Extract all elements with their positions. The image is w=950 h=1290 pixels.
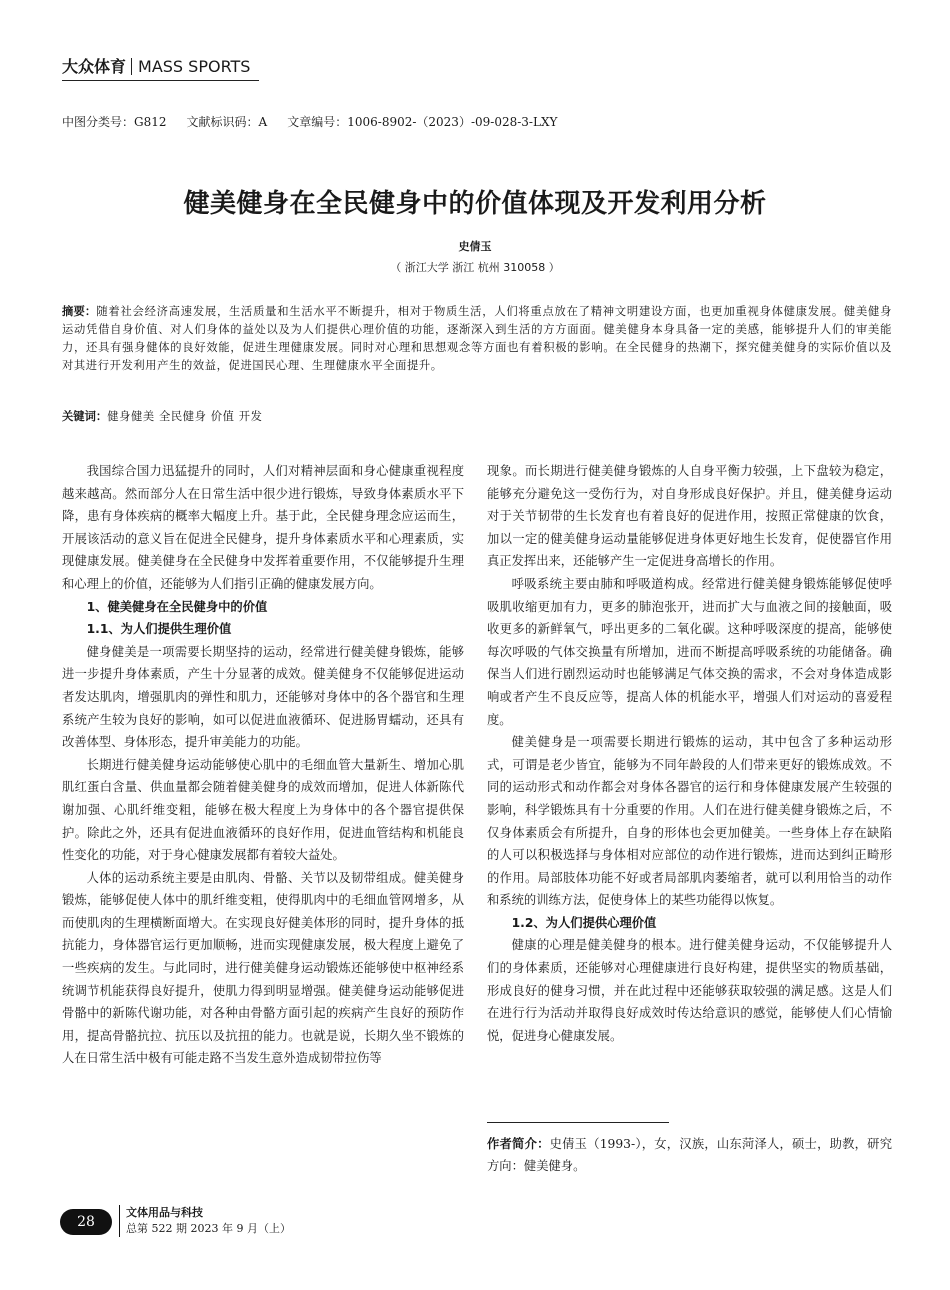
paper-title: 健美健身在全民健身中的价值体现及开发利用分析: [183, 189, 767, 219]
author-name: 史倩玉: [458, 240, 492, 253]
section-heading: 1、健美健身在全民健身中的价值: [86, 599, 268, 614]
footnote-label: 作者简介：: [487, 1137, 550, 1151]
paragraph: 人体的运动系统主要是由肌肉、骨骼、关节以及韧带组成。健美健身锻炼，能够促使人体中的肌纤维变粗，使得肌肉中的毛细血管网增多，从而使肌肉的生理横断面增大。在实现良好健美体形的同时，提升身体的抵抗能力，身体器官运行更加顺畅，进而实现健康发展，极大程度上避免了一些疾病的发生。与此同时，进行健美健身运动锻炼还能够使中枢神经系统调节机能获得良好提升，使肌力得到明显增强。健美健身运动能够促进骨骼中的新陈代谢功能，对各种由骨骼方面引起的疾病产生良好的预防作用，提高骨骼抗拉、抗压以及抗扭的能力。也就是说，长期久坐不锻炼的人在日常生活中极有可能走路不当发生意外造成韧带拉伤等: [62, 870, 464, 1066]
doc-code-value: A: [258, 115, 268, 129]
article-number-value: 1006-8902-（2023）-09-028-3-LXY: [347, 115, 558, 129]
footer-divider: [119, 1205, 120, 1237]
footer-journal-name: 文体用品与科技: [126, 1206, 203, 1219]
paragraph: 健身健美是一项需要长期坚持的运动，经常进行健美健身锻炼，能够进一步提升身体素质，产生十分显著的成效。健美健身不仅能够促进运动者发达肌肉，增强肌肉的弹性和肌力，还能够对身体中的各个器官和生理系统产生较为良好的影响，如可以促进血液循环、促进肠胃蠕动，还具有改善体型、身体形态，提升审美能力的功能。: [62, 644, 464, 750]
keywords: [62, 408, 892, 426]
clc-value: G812: [134, 115, 167, 129]
paragraph: 长期进行健美健身运动能够使心肌中的毛细血管大量新生、增加心肌肌红蛋白含量、供血量都会随着健美健身的成效而增加，促进人体新陈代谢加强、心肌纤维变粗，能够在极大程度上为身体中的各个器官提供保护。除此之外，还具有促进血液循环的良好作用，促进血管结构和机能良性变化的功能，对于身心健康发展都有着较大益处。: [62, 757, 464, 863]
article-number-label: 文章编号：: [287, 115, 348, 129]
author-bio-footnote: [487, 1133, 892, 1177]
author-affiliation: （ 浙江大学 浙江 杭州 310058 ）: [390, 261, 560, 274]
paragraph-continued: 现象。而长期进行健美健身锻炼的人自身平衡力较强，上下盘较为稳定，能够充分避免这一受伤行为，对自身形成良好保护。并且，健美健身运动对于关节韧带的生长发育也有着良好的促进作用，按照正常健康的饮食，加以一定的健美健身运动量能够促进身体更好地生长发育，促使器官作用真正发挥出来，还能够产生一定促进身高增长的作用。: [487, 464, 892, 569]
subsection-heading: 1.1、为人们提供生理价值: [86, 622, 232, 637]
abstract-label: 摘要：: [62, 305, 97, 318]
journal-name-en: MASS SPORTS: [138, 57, 251, 76]
abstract: [62, 303, 892, 375]
keywords-text: 健身健美 全民健身 价值 开发: [107, 410, 263, 423]
header-rule: [62, 80, 259, 81]
paragraph: 健美健身是一项需要长期进行锻炼的运动，其中包含了多种运动形式，可谓是老少皆宜，能够为不同年龄段的人们带来更好的锻炼成效。不同的运动形式和动作都会对身体各器官的运行和身体健康发展产生较强的影响，科学锻炼具有十分重要的作用。人们在进行健美健身锻炼之后，不仅身体素质会有所提升，自身的形体也会更加健美。一些身体上存在缺陷的人可以积极选择与身体相对应部位的动作进行锻炼，进而达到纠正畸形的作用。局部肢体功能不好或者局部肌肉萎缩者，就可以利用恰当的动作和系统的训练方法，促使身体上的某些功能得以恢复。: [487, 735, 892, 908]
footnote-text: 史倩玉（1993-），女，汉族，山东菏泽人，硕士，助教，研究方向：健美健身。: [487, 1137, 892, 1173]
paragraph: 健康的心理是健美健身的根本。进行健美健身运动，不仅能够提升人们的身体素质，还能够对心理健康进行良好构建，提供坚实的物质基础，形成良好的健身习惯，并在此过程中还能够获取较强的满足感。这是人们在进行行为活动并取得良好成效时传达给意识的感觉，能够使人们心情愉悦，促进身心健康发展。: [487, 938, 892, 1043]
paragraph: 我国综合国力迅猛提升的同时，人们对精神层面和身心健康重视程度越来越高。然而部分人在日常生活中很少进行锻炼，导致身体素质水平下降，患有身体疾病的概率大幅度上升。基于此，全民健身理念应运而生，开展该活动的意义旨在促进全民健身，提升身体素质水平和心理素质，实现健康发展。健美健身在全民健身中发挥着重要作用，不仅能够提升生理和心理上的价值，还能够为人们指引正确的健康发展方向。: [62, 464, 464, 591]
body-column-left: [62, 460, 464, 1070]
body-column-right: [487, 460, 892, 1047]
abstract-text: 随着社会经济高速发展，生活质量和生活水平不断提升，相对于物质生活，人们将重点放在了精神文明建设方面，也更加重视身体健康发展。健美健身运动凭借自身价值、对人们身体的益处以及为人们提供心理价值的功能，逐渐深入到生活的方方面面。健美健身本身具备一定的美感，能够提升人们的审美能力，还具有强身健体的良好效能，促进生理健康发展。同时对心理和思想观念等方面也有着积极的影响。在全民健身的热潮下，探究健美健身的实际价值以及对其进行开发利用产生的效益，促进国民心理、生理健康水平全面提升。: [62, 305, 892, 372]
journal-name-cn: 大众体育: [62, 57, 127, 76]
doc-code-label: 文献标识码：: [186, 115, 259, 129]
paragraph: 呼吸系统主要由肺和呼吸道构成。经常进行健美健身锻炼能够促使呼吸肌收缩更加有力，更多的肺泡张开，进而扩大与血液之间的接触面，吸收更多的新鲜氧气，呼出更多的二氧化碳。这种呼吸深度的提高，能够使每次呼吸的气体交换量有所增加，进而不断提高呼吸系统的功能储备。确保当人们进行剧烈运动时也能够满足气体交换的需求，不会对身体造成影响或者产生不良反应等，提高人体的机能水平，增强人们对运动的喜爱程度。: [487, 576, 892, 727]
subsection-heading: 1.2、为人们提供心理价值: [511, 915, 657, 930]
classification-line: [62, 113, 557, 130]
header-separator: [131, 58, 132, 75]
clc-label: 中图分类号：: [62, 115, 135, 129]
journal-header: [62, 56, 250, 78]
footer-issue-info: 总第 522 期 2023 年 9 月（上）: [126, 1222, 291, 1235]
footnote-rule: [487, 1122, 669, 1123]
keywords-label: 关键词：: [62, 410, 108, 423]
page-number: 28: [60, 1209, 112, 1235]
